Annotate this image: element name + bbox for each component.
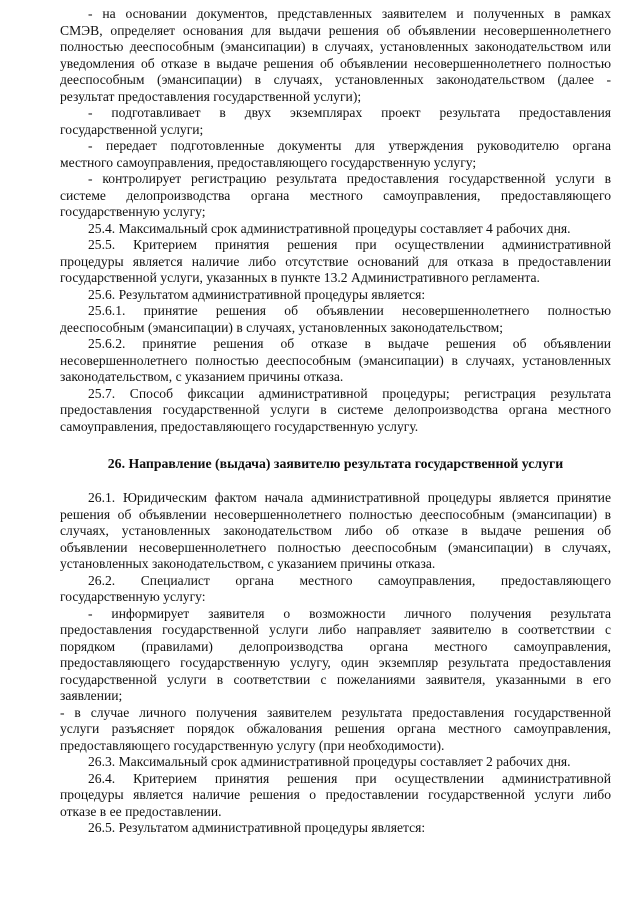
text-line: государственной услуги; — [60, 121, 204, 137]
text-line: решения об объявлении несовершеннолетнего полностью дееспособным (эмансипации) в — [60, 506, 611, 522]
text-line: 25.6.1. принятие решения об объявлении несовершеннолетнего полностью — [88, 303, 611, 318]
text-line: 26.1. Юридическим фактом начала административной процедуры является принятие — [88, 490, 611, 505]
text-line: дееспособным (эмансипации) в случаях, установленных законодательством; — [60, 319, 504, 335]
text-line: - контролирует регистрацию результата предоставления государственной услуги в — [88, 171, 611, 186]
text-line: дееспособным (эмансипации) в случаях, установленных законодательством (далее - — [60, 72, 611, 87]
text-line: полностью дееспособным (эмансипации) в случаях, установленных законодательством или — [60, 39, 611, 54]
text-line: - подготавливает в двух экземплярах проект результата предоставления — [88, 105, 611, 120]
text-line: 26.2. Специалист органа местного самоуправления, предоставляющего — [88, 572, 611, 588]
text-line: отказе в ее предоставлении. — [60, 803, 222, 819]
section-26 — [60, 490, 611, 837]
text-line: государственную услугу; — [60, 204, 206, 219]
text-line: местного самоуправления, предоставляющего государственную услугу; — [60, 154, 477, 170]
text-line: - передает подготовленные документы для утверждения руководителю органа — [88, 138, 611, 153]
text-line: 25.6.2. принятие решения об отказе в выдаче решения об объявлении — [88, 336, 611, 351]
text-line: порядком (правилами) делопроизводства органа местного самоуправления, — [60, 638, 611, 654]
text-line: государственной услуги в соответствии с пожеланиями заявителя, указанными в его — [60, 671, 611, 687]
text-line: 26.4. Критерием принятия решения при осуществлении административной — [88, 770, 611, 786]
text-line: государственную услугу: — [60, 589, 206, 604]
text-line: 26.5. Результатом административной процедуры является: — [88, 820, 426, 835]
text-line: государственной услуги, указанных в пункте 13.2 Административного регламента. — [60, 270, 540, 285]
text-line: самоуправления, предоставляющего государственную услугу. — [60, 418, 419, 434]
text-line: СМЭВ, определяет основания для выдачи решения об объявлении несовершеннолетнего — [60, 22, 611, 38]
text-line: объявлении несовершеннолетнего полностью дееспособным (эмансипации) в случаях, — [60, 539, 611, 555]
text-line: случаях, установленных законодательством либо об отказе в выдаче решения об — [60, 523, 611, 538]
text-line: процедуры является наличие либо отсутствие оснований для отказа в предоставлении — [60, 253, 611, 269]
text-line: несовершеннолетнего полностью дееспособным (эмансипации) в случаях, установленных — [60, 352, 611, 368]
text-line: 25.6. Результатом административной процедуры является: — [88, 286, 426, 302]
text-line: заявлении; — [60, 688, 123, 703]
text-line: - на основании документов, представленных заявителем и полученных в рамках — [88, 6, 611, 21]
text-line: установленных законодательством, с указанием причины отказа. — [60, 556, 436, 571]
text-line: - в случае личного получения заявителем результата предоставления государственной — [60, 704, 611, 720]
text-line: процедуры является наличие решения о предоставлении государственной услуги либо — [60, 787, 611, 802]
text-line: услуги разъясняет порядок обжалования решения органа местного самоуправления, — [60, 721, 611, 736]
text-line: 26.3. Максимальный срок административной процедуры составляет 2 рабочих дня. — [88, 754, 571, 769]
section-heading: 26. Направление (выдача) заявителю результата государственной услуги — [107, 456, 564, 471]
text-line: 25.5. Критерием принятия решения при осуществлении административной — [88, 237, 611, 252]
text-line: предоставления государственной услуги в системе делопроизводства органа местного — [60, 402, 611, 417]
text-line: уведомления об отказе в выдаче решения об объявлении несовершеннолетнего полностью — [60, 55, 611, 71]
text-line: результат предоставления государственной услуги); — [60, 88, 362, 104]
text-line: предоставляющего государственную услугу, один экземпляр результата предоставления — [60, 655, 611, 670]
text-line: предоставления государственной услуги либо направляет заявителю в соответствии с — [60, 622, 611, 637]
text-line: системе делопроизводства органа местного самоуправления, предоставляющего — [60, 187, 611, 203]
text-line: 25.4. Максимальный срок административной процедуры составляет 4 рабочих дня. — [88, 220, 571, 236]
section-25-continued — [60, 6, 611, 435]
text-line: 25.7. Способ фиксации административной процедуры; регистрация результата — [88, 385, 611, 401]
text-line: предоставляющего государственную услугу (при необходимости). — [60, 737, 445, 753]
text-line: законодательством, с указанием причины отказа. — [60, 369, 344, 384]
text-line: - информирует заявителя о возможности личного получения результата — [88, 605, 611, 621]
